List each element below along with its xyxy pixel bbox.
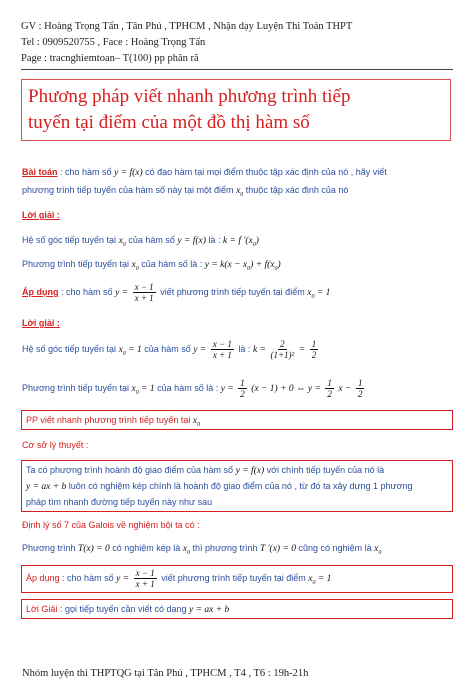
example-label: Áp dụng xyxy=(22,286,59,297)
header-line-2: Tel : 0909520755 , Face : Hoàng Trọng Tấn xyxy=(21,37,206,48)
problem-label: Bài toán xyxy=(22,167,58,177)
example-fraction: $\frac{x - 1}{x + 1}$ xyxy=(134,282,154,303)
solution1-heading xyxy=(22,210,60,220)
problem-x0: $x_0$ xyxy=(236,186,244,198)
theory-box: Ta có phương trình hoành độ giao điểm của hàm số y = f(x) với chính tiếp tuyến của nó là y = ax + b luôn có nghiệm kép chính là hoành độ giao điểm của nó , từ đó ta xây dựng 1 phương pháp tìm nhanh đường tiếp tuyến này như sau xyxy=(21,460,453,512)
solution2-slope: Hệ số góc tiếp tuyến tại $x_0 = 1$ của hàm số y = $\frac{x - 1}{x + 1}$ là : k = $\frac{2}{\text{(1+1)²}}$ = $\frac{1}{2}$ xyxy=(22,339,317,360)
answer-box: Lời Giải : gọi tiếp tuyến cần viết có dạng y = ax + b xyxy=(21,599,453,619)
header-line-3: Page : tracnghiemtoan– T(100) pp phân rã xyxy=(21,53,199,64)
problem-text-1: : cho hàm số xyxy=(60,167,112,177)
galois-label: Định lý số 7 của Galois về nghiệm bội ta có : xyxy=(22,520,200,530)
example2-box: Áp dụng : cho hàm số y = $\frac{x - 1}{x + 1}$ viết phương trình tiếp tuyến tại điểm $x_0 = 1$ xyxy=(21,565,453,593)
problem-text-4: thuộc tập xác định của nó xyxy=(245,185,349,195)
example-line: Áp dụng : cho hàm số y = $\frac{x - 1}{x + 1}$ viết phương trình tiếp tuyến tại điểm $x_0 = 1$ xyxy=(22,282,331,303)
solution2-heading xyxy=(22,318,60,328)
problem-line-2 xyxy=(22,185,348,198)
solution1-slope: Hệ số góc tiếp tuyến tại $x_0$ của hàm số y = f(x) là : k = f '$(x_0)$ xyxy=(22,235,259,248)
problem-text-2: có đạo hàm tại mọi điểm thuộc tập xác định của nó , hãy viết xyxy=(145,167,387,177)
title-line-2: tuyến tại điểm của một đồ thị hàm số xyxy=(28,112,310,133)
solution1-label: Lời giải : xyxy=(22,210,60,220)
solution2-equation: Phương trình tiếp tuyến tại $x_0 = 1$ của hàm số là : y = $\frac{1}{2}$ (x − 1) + 0 ⇔ y = $\frac{1}{2}$ x − $\frac{1}{2}$ xyxy=(22,378,363,399)
header-divider xyxy=(21,69,453,70)
theory-label: Cơ sở lý thuyết : xyxy=(22,440,89,450)
problem-line-1 xyxy=(22,167,387,178)
method-box-text: PP viết nhanh phương trình tiếp tuyến tại xyxy=(26,415,191,425)
title-box xyxy=(21,79,451,141)
title-line-1: Phương pháp viết nhanh phương trình tiếp xyxy=(28,86,351,107)
header-line-1: GV : Hoàng Trọng Tấn , Tân Phú , TPHCM , Nhận dạy Luyện Thi Toán THPT xyxy=(21,21,353,32)
solution1-equation: Phương trình tiếp tuyến tại $x_0$ của hàm số là : $y = k(x - x_0) + f(x_0)$ xyxy=(22,259,281,272)
problem-function: y = f(x) xyxy=(114,168,143,178)
solution2-label: Lời giải : xyxy=(22,318,60,328)
method-box: PP viết nhanh phương trình tiếp tuyến tại $x_0$ xyxy=(21,410,453,430)
galois-statement: Phương trình T(x) = 0 có nghiệm kép là $x_0$ thì phương trình T '(x) = 0 cũng có nghiệm là $x_0$ xyxy=(22,543,382,556)
footer-text: Nhóm luyện thi THPTQG tại Tân Phú , TPHCM , T4 , T6 : 19h-21h xyxy=(22,668,309,679)
problem-text-3: phương trình tiếp tuyến của hàm số này tại một điểm xyxy=(22,185,234,195)
